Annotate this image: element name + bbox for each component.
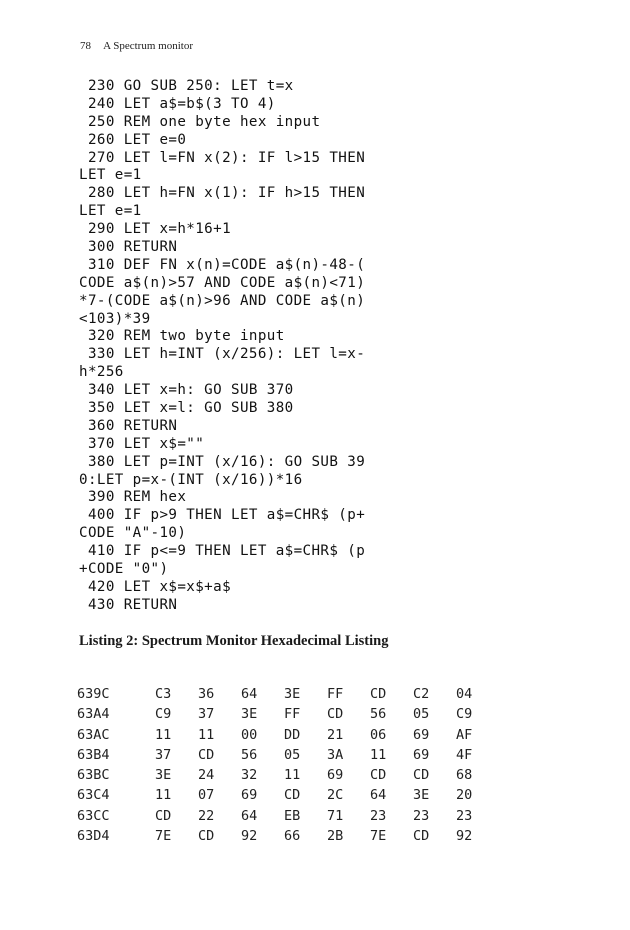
hex-byte: 64 bbox=[370, 787, 387, 804]
code-line: h*256 bbox=[79, 364, 124, 381]
hex-byte: C9 bbox=[155, 706, 172, 723]
code-line: 270 LET l=FN x(2): IF l>15 THEN bbox=[79, 149, 366, 166]
code-line: 330 LET h=INT (x/256): LET l=x- bbox=[79, 346, 366, 363]
hex-byte: AF bbox=[456, 726, 473, 743]
hex-byte: CD bbox=[413, 767, 430, 784]
hex-row bbox=[77, 808, 486, 828]
hex-byte: 06 bbox=[370, 726, 387, 743]
hex-byte: 24 bbox=[198, 767, 215, 784]
hex-byte: 23 bbox=[456, 807, 473, 824]
code-line: 260 LET e=0 bbox=[79, 131, 187, 148]
code-line: 410 IF p<=9 THEN LET a$=CHR$ (p bbox=[79, 543, 366, 560]
code-line: 0:LET p=x-(INT (x/16))*16 bbox=[79, 471, 303, 488]
code-line: 370 LET x$="" bbox=[79, 435, 205, 452]
hex-byte: C3 bbox=[155, 686, 172, 702]
hex-byte: 2C bbox=[327, 787, 344, 804]
hex-address: 63D4 bbox=[77, 828, 110, 845]
hex-byte: 00 bbox=[241, 726, 258, 743]
hex-byte: 3E bbox=[241, 706, 258, 723]
code-line: LET e=1 bbox=[79, 203, 142, 220]
code-line: 240 LET a$=b$(3 TO 4) bbox=[79, 95, 276, 112]
code-line: CODE "A"-10) bbox=[79, 525, 187, 542]
hex-byte: C9 bbox=[456, 706, 473, 723]
hex-byte: 23 bbox=[370, 807, 387, 824]
code-line: CODE a$(n)>57 AND CODE a$(n)<71) bbox=[79, 274, 366, 291]
hex-byte: 71 bbox=[327, 807, 344, 824]
code-line: 320 REM two byte input bbox=[79, 328, 285, 345]
hex-byte: CD bbox=[155, 807, 172, 824]
hex-byte: 56 bbox=[241, 746, 258, 763]
code-line: 290 LET x=h*16+1 bbox=[79, 221, 232, 238]
hex-byte: FF bbox=[327, 686, 344, 702]
hex-byte: 11 bbox=[198, 726, 215, 743]
hex-byte: C2 bbox=[413, 686, 430, 702]
hex-byte: CD bbox=[198, 746, 215, 763]
code-line: LET e=1 bbox=[79, 167, 142, 184]
hex-byte: 05 bbox=[413, 706, 430, 723]
hex-byte: 2B bbox=[327, 828, 344, 845]
code-line: 230 GO SUB 250: LET t=x bbox=[79, 78, 294, 94]
hex-byte: 11 bbox=[284, 767, 301, 784]
code-line: <103)*39 bbox=[79, 310, 151, 327]
running-head bbox=[80, 40, 193, 52]
hex-address: 63CC bbox=[77, 807, 110, 824]
hex-byte: 07 bbox=[198, 787, 215, 804]
code-line: 300 RETURN bbox=[79, 239, 178, 256]
hex-byte: 3A bbox=[327, 746, 344, 763]
code-line: 400 IF p>9 THEN LET a$=CHR$ (p+ bbox=[79, 507, 366, 524]
hex-byte: 64 bbox=[241, 807, 258, 824]
hex-byte: 92 bbox=[456, 828, 473, 845]
hex-byte: 69 bbox=[241, 787, 258, 804]
hex-byte: 7E bbox=[370, 828, 387, 845]
hex-byte: CD bbox=[370, 767, 387, 784]
page-number: 78 bbox=[80, 40, 91, 52]
code-line: 250 REM one byte hex input bbox=[79, 113, 321, 130]
code-line: 350 LET x=l: GO SUB 380 bbox=[79, 400, 294, 417]
hex-byte: 7E bbox=[155, 828, 172, 845]
basic-listing bbox=[79, 78, 459, 615]
hex-byte: FF bbox=[284, 706, 301, 723]
hex-byte: 23 bbox=[413, 807, 430, 824]
hex-row bbox=[77, 747, 486, 767]
code-line: 390 REM hex bbox=[79, 489, 187, 506]
hex-row bbox=[77, 787, 486, 807]
code-line: 340 LET x=h: GO SUB 370 bbox=[79, 382, 294, 399]
hex-byte: 66 bbox=[284, 828, 301, 845]
hex-row bbox=[77, 706, 486, 726]
hex-byte: 64 bbox=[241, 686, 258, 702]
hex-byte: 36 bbox=[198, 686, 215, 702]
hex-byte: CD bbox=[327, 706, 344, 723]
code-line: 420 LET x$=x$+a$ bbox=[79, 578, 232, 595]
hex-byte: DD bbox=[284, 726, 301, 743]
hex-byte: CD bbox=[198, 828, 215, 845]
hex-byte: 3E bbox=[413, 787, 430, 804]
hex-byte: CD bbox=[284, 787, 301, 804]
hex-byte: 21 bbox=[327, 726, 344, 743]
hex-address: 63B4 bbox=[77, 746, 110, 763]
hex-byte: EB bbox=[284, 807, 301, 824]
hex-address: 63C4 bbox=[77, 787, 110, 804]
hex-row bbox=[77, 767, 486, 787]
hex-byte: 37 bbox=[198, 706, 215, 723]
hex-byte: CD bbox=[370, 686, 387, 702]
hex-byte: 11 bbox=[155, 726, 172, 743]
hex-byte: 20 bbox=[456, 787, 473, 804]
code-line: +CODE "0") bbox=[79, 561, 169, 578]
hex-byte: 22 bbox=[198, 807, 215, 824]
hex-byte: 3E bbox=[155, 767, 172, 784]
code-line: 280 LET h=FN x(1): IF h>15 THEN bbox=[79, 185, 366, 202]
hex-byte: 11 bbox=[370, 746, 387, 763]
listing-caption: Listing 2: Spectrum Monitor Hexadecimal Listing bbox=[79, 633, 389, 649]
hex-byte: 68 bbox=[456, 767, 473, 784]
hex-byte: 69 bbox=[413, 726, 430, 743]
hex-byte: 3E bbox=[284, 686, 301, 702]
hex-byte: 11 bbox=[155, 787, 172, 804]
code-line: 360 RETURN bbox=[79, 417, 178, 434]
hex-address: 63A4 bbox=[77, 706, 110, 723]
hex-byte: CD bbox=[413, 828, 430, 845]
code-line: 430 RETURN bbox=[79, 596, 178, 613]
hex-address: 639C bbox=[77, 686, 110, 702]
hex-byte: 4F bbox=[456, 746, 473, 763]
hex-byte: 05 bbox=[284, 746, 301, 763]
running-title: A Spectrum monitor bbox=[103, 40, 193, 52]
hex-listing-table bbox=[77, 686, 486, 848]
hex-byte: 69 bbox=[327, 767, 344, 784]
hex-address: 63BC bbox=[77, 767, 110, 784]
hex-address: 63AC bbox=[77, 726, 110, 743]
hex-byte: 56 bbox=[370, 706, 387, 723]
hex-byte: 37 bbox=[155, 746, 172, 763]
code-line: *7-(CODE a$(n)>96 AND CODE a$(n) bbox=[79, 292, 366, 309]
hex-byte: 32 bbox=[241, 767, 258, 784]
code-line: 380 LET p=INT (x/16): GO SUB 39 bbox=[79, 453, 366, 470]
code-line: 310 DEF FN x(n)=CODE a$(n)-48-( bbox=[79, 256, 366, 273]
hex-row bbox=[77, 686, 486, 706]
hex-byte: 69 bbox=[413, 746, 430, 763]
hex-row bbox=[77, 727, 486, 747]
hex-byte: 92 bbox=[241, 828, 258, 845]
hex-row bbox=[77, 828, 486, 848]
hex-byte: 04 bbox=[456, 686, 473, 702]
